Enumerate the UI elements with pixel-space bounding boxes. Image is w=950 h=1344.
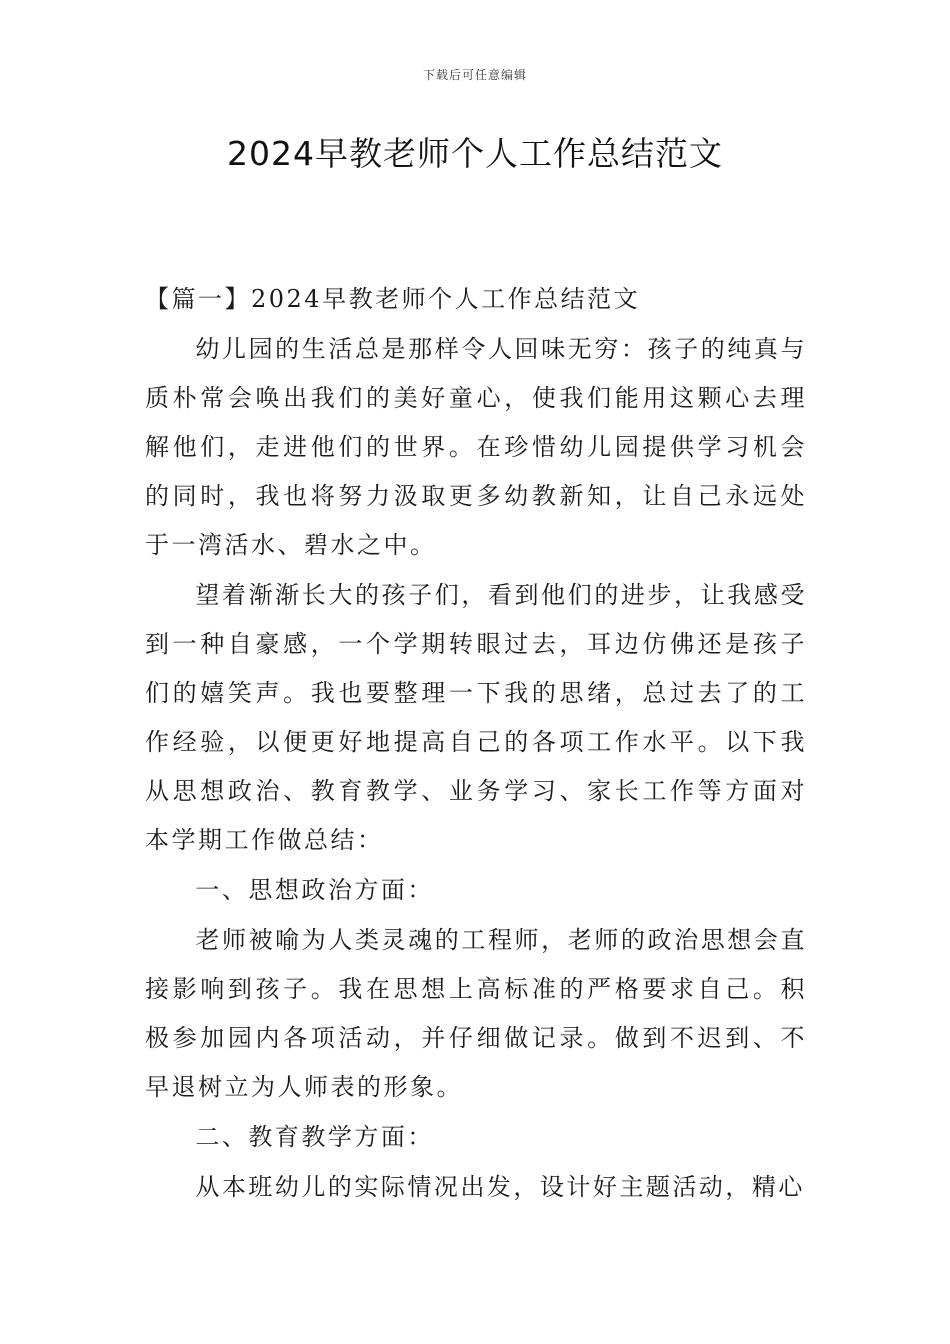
section-heading: 【篇一】2024早教老师个人工作总结范文: [145, 285, 641, 313]
subheading-teaching: 二、教育教学方面：: [195, 1123, 434, 1151]
subheading-political: 一、思想政治方面：: [195, 876, 434, 904]
paragraph-teaching: 从本班幼儿的实际情况出发，设计好主题活动，精心: [195, 1173, 805, 1201]
document-title: 2024早教老师个人工作总结范文: [227, 134, 723, 173]
header-note: 下载后可任意编辑: [422, 68, 527, 82]
paragraph-political: 老师被喻为人类灵魂的工程师，老师的政治思想会直接影响到孩子。我在思想上高标准的严格要求自己。积极参加园内各项活动，并仔细做记录。做到不迟到、不早退树立为人师表的形象。: [145, 926, 807, 1101]
paragraph-reflection: 望着渐渐长大的孩子们，看到他们的进步，让我感受到一种自豪感，一个学期转眼过去，耳边仿佛还是孩子们的嬉笑声。我也要整理一下我的思绪，总过去了的工作经验，以便更好地提高自己的各项工作水平。以下我从思想政治、教育教学、业务学习、家长工作等方面对本学期工作做总结：: [145, 581, 807, 854]
document-body: [145, 275, 807, 1213]
paragraph-intro: 幼儿园的生活总是那样令人回味无穷：孩子的纯真与质朴常会唤出我们的美好童心，使我们能用这颗心去理解他们，走进他们的世界。在珍惜幼儿园提供学习机会的同时，我也将努力汲取更多幼教新知，让自己永远处于一湾活水、碧水之中。: [145, 335, 807, 559]
